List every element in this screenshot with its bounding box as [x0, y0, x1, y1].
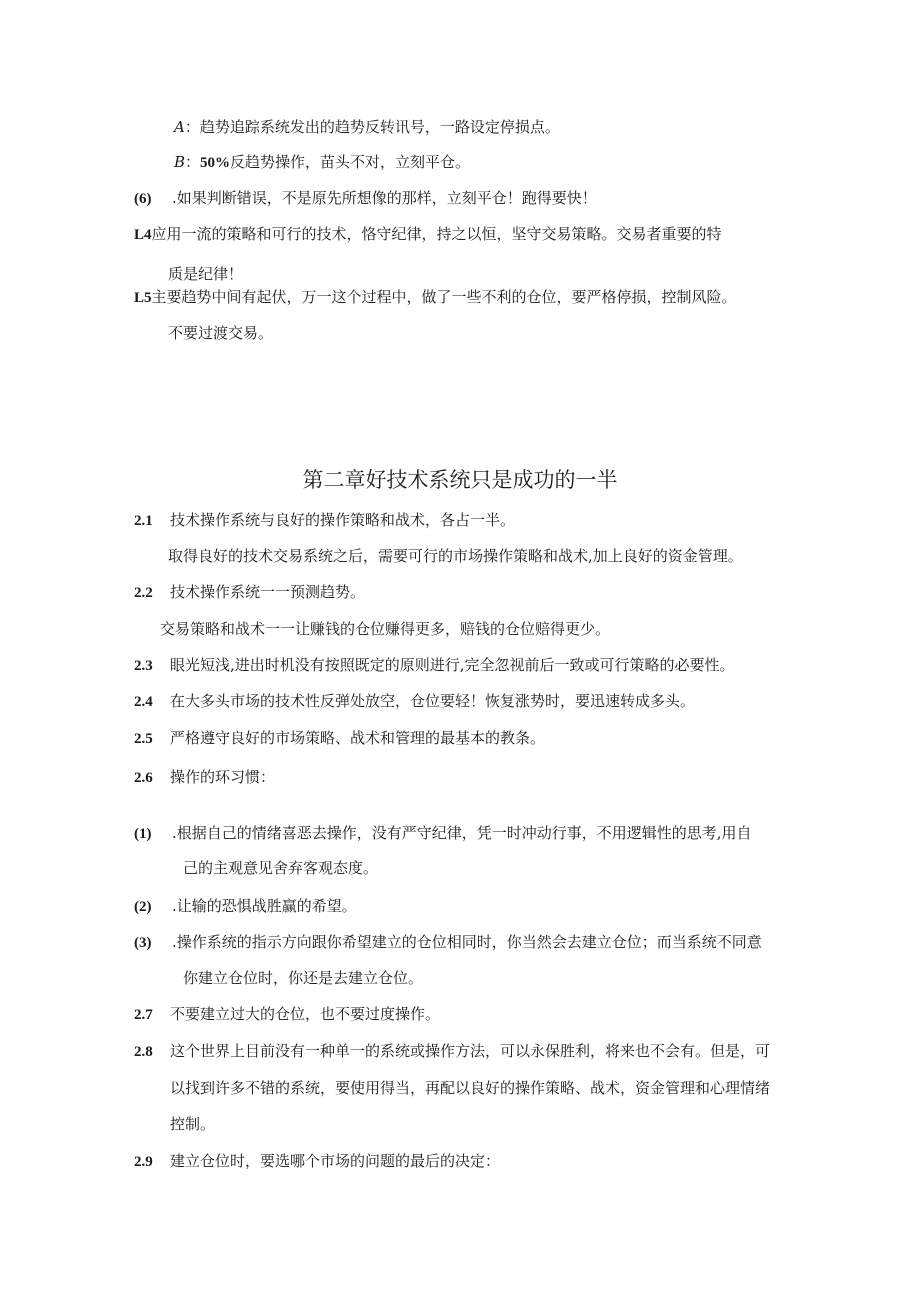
- section-2-3: [134, 655, 735, 676]
- section-2-9: [134, 1151, 501, 1172]
- item-b-percent: 50%: [200, 155, 231, 171]
- item-l4-text: 应用一流的策略和可行的技术，恪守纪律，持之以恒，坚守交易策略。交易者重要的特: [151, 225, 722, 243]
- section-2-4-number: 2.4: [134, 694, 153, 710]
- chapter-title: 第二章好技术系统只是成功的一半: [302, 468, 618, 492]
- item-6-number: (6): [134, 191, 152, 207]
- section-2-1-text: 技术操作系统与良好的操作策略和战术，各占一半。: [170, 511, 516, 529]
- item-l4-number: L4: [134, 227, 152, 243]
- section-2-2-number: 2.2: [134, 585, 153, 601]
- habit-2: [134, 896, 357, 917]
- item-a-label: A: [174, 118, 185, 136]
- section-2-3-text: 眼光短浅,进出时机没有按照既定的原则进行,完全忽视前后一致或可行策略的必要性。: [170, 656, 735, 674]
- section-2-4-text: 在大多头市场的技术性反弹处放空，仓位要轻！恢复涨势时，要迅速转成多头。: [170, 692, 696, 710]
- item-l5-number: L5: [134, 290, 152, 306]
- section-2-3-number: 2.3: [134, 658, 153, 674]
- section-2-8: [134, 1041, 771, 1062]
- section-2-1-continuation: 取得良好的技术交易系统之后，需要可行的市场操作策略和战术,加上良好的资金管理。: [168, 547, 743, 565]
- habit-1-continuation: 己的主观意见舍弃客观态度。: [183, 859, 379, 877]
- section-2-5-number: 2.5: [134, 731, 153, 747]
- section-2-5: [134, 728, 546, 749]
- habit-3-text: .操作系统的指示方向跟你希望建立的仓位相同时，你当然会去建立仓位；而当系统不同意: [172, 933, 762, 951]
- section-2-6: [134, 767, 276, 788]
- section-2-8-number: 2.8: [134, 1044, 153, 1060]
- section-2-7-text: 不要建立过大的仓位，也不要过度操作。: [170, 1005, 441, 1023]
- habit-1-number: (1): [134, 826, 152, 842]
- section-2-1: [134, 510, 516, 531]
- section-2-4: [134, 691, 696, 712]
- item-l4: [134, 224, 722, 245]
- section-2-9-number: 2.9: [134, 1154, 153, 1170]
- section-2-8-text: 这个世界上目前没有一种单一的系统或操作方法，可以永保胜利，将来也不会有。但是，可: [170, 1042, 771, 1060]
- section-2-6-text: 操作的环习惯：: [170, 768, 276, 786]
- section-2-2: [134, 582, 366, 603]
- habit-3: [134, 932, 762, 953]
- item-a-text: 趋势追踪系统发出的趋势反转讯号，一路设定停损点。: [199, 118, 560, 136]
- section-2-6-number: 2.6: [134, 770, 153, 786]
- section-2-7: [134, 1004, 441, 1025]
- section-2-5-text: 严格遵守良好的市场策略、战术和管理的最基本的教条。: [170, 729, 546, 747]
- item-6-text: .如果判断错误，不是原先所想像的那样，立刻平仓！跑得要快！: [172, 189, 597, 207]
- habit-3-number: (3): [134, 935, 152, 951]
- section-2-2-continuation: 交易策略和战术一一让赚钱的仓位赚得更多，赔钱的仓位赔得更少。: [160, 620, 611, 638]
- item-b: B：50%反趋势操作，苗头不对，立刻平仓。: [174, 153, 471, 171]
- item-l5-continuation: 不要过渡交易。: [168, 324, 274, 342]
- habit-2-number: (2): [134, 899, 152, 915]
- item-b-text: 反趋势操作，苗头不对，立刻平仓。: [230, 153, 471, 171]
- item-l4-continuation: 质是纪律！: [168, 265, 244, 283]
- habit-2-text: .让输的恐惧战胜赢的希望。: [172, 897, 357, 915]
- item-l5: [134, 287, 737, 308]
- item-a: A：趋势追踪系统发出的趋势反转讯号，一路设定停损点。: [174, 118, 560, 136]
- habit-1: [134, 823, 752, 844]
- section-2-2-text: 技术操作系统一一预测趋势。: [170, 583, 366, 601]
- section-2-1-number: 2.1: [134, 513, 153, 529]
- habit-1-text: .根据自己的情绪喜恶去操作，没有严守纪律，凭一时冲动行事，不用逻辑性的思考,用自: [172, 824, 752, 842]
- item-b-label: B: [174, 153, 186, 171]
- section-2-7-number: 2.7: [134, 1007, 153, 1023]
- section-2-9-text: 建立仓位时，要选哪个市场的问题的最后的决定：: [170, 1152, 501, 1170]
- habit-3-continuation: 你建立仓位时，你还是去建立仓位。: [183, 969, 424, 987]
- item-6: [134, 188, 597, 209]
- section-2-8-continuation-2: 控制。: [170, 1115, 216, 1133]
- item-l5-text: 主要趋势中间有起伏，万一这个过程中，做了一些不利的仓位，要严格停损，控制风险。: [151, 288, 737, 306]
- section-2-8-continuation-1: 以找到许多不错的系统，要使用得当，再配以良好的操作策略、战术，资金管理和心理情绪: [170, 1079, 771, 1097]
